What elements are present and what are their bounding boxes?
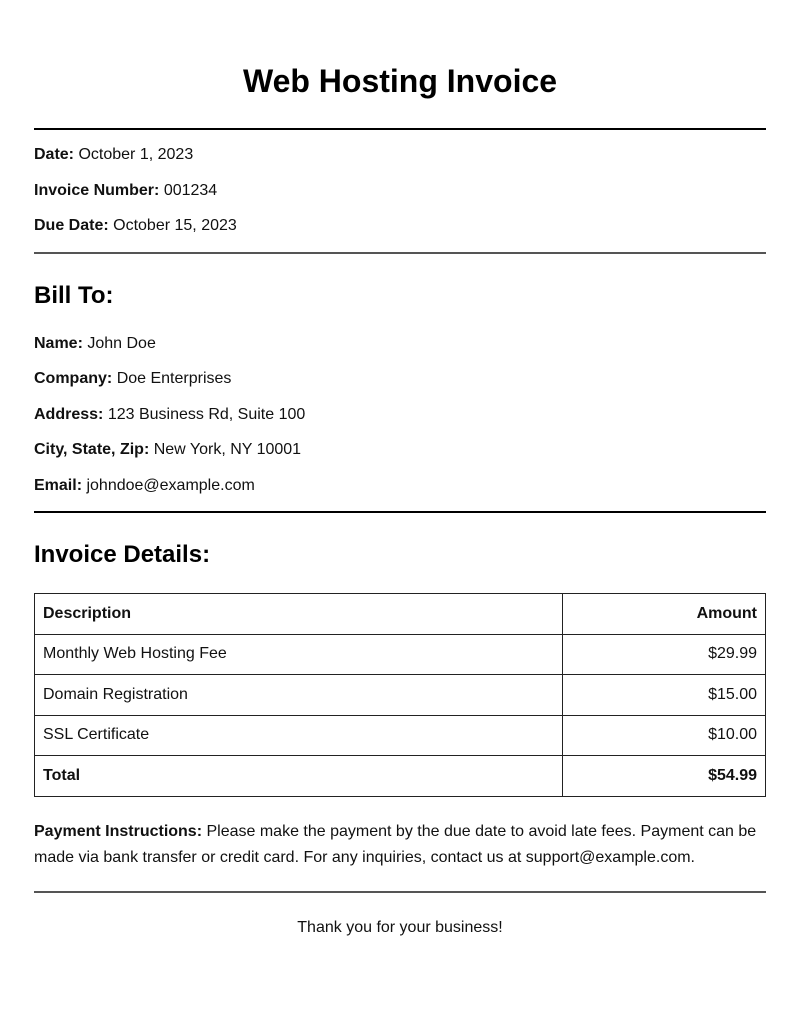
table-row (35, 715, 766, 756)
due-date-line (34, 216, 766, 236)
company-line (34, 369, 766, 389)
bill-to-section (34, 282, 766, 496)
row-amount: $15.00 (563, 675, 766, 716)
invoice-number-value: 001234 (163, 181, 218, 199)
email-label: Email: (34, 476, 83, 494)
divider-footer (34, 891, 766, 893)
address-line (34, 405, 766, 425)
city-line (34, 440, 766, 460)
name-line (34, 334, 766, 354)
total-value: $54.99 (563, 756, 766, 797)
bill-to-heading: Bill To: (34, 281, 114, 309)
invoice-page (34, 0, 766, 938)
date-label: Date: (34, 146, 75, 163)
city-value: New York, NY 10001 (153, 441, 302, 458)
company-value: Doe Enterprises (116, 370, 232, 387)
table-row (35, 675, 766, 716)
invoice-meta (34, 130, 766, 236)
name-value: John Doe (87, 334, 156, 352)
invoice-table (34, 593, 766, 797)
date-value: October 1, 2023 (78, 146, 194, 163)
row-description: Monthly Web Hosting Fee (35, 634, 563, 675)
table-header-row (35, 594, 766, 635)
row-amount: $10.00 (563, 715, 766, 756)
due-date-label: Due Date: (34, 217, 109, 234)
name-label: Name: (34, 334, 83, 352)
invoice-details-heading: Invoice Details: (34, 541, 211, 568)
date-line (34, 145, 766, 165)
company-label: Company: (34, 370, 113, 387)
payment-label: Payment Instructions: (34, 822, 203, 840)
payment-instructions (34, 819, 766, 871)
email-line (34, 476, 766, 496)
divider-meta (34, 252, 766, 254)
row-amount: $29.99 (563, 634, 766, 675)
invoice-title: Web Hosting Invoice (242, 63, 558, 99)
column-header-description: Description (35, 594, 563, 635)
email-value: johndoe@example.com (86, 476, 255, 494)
divider-billto (34, 511, 766, 513)
invoice-number-label: Invoice Number: (34, 181, 160, 199)
row-description: SSL Certificate (35, 715, 563, 756)
payment-text: Please make the payment by the due date to avoid late fees. Payment can be made via bank transfer or credit card. For any inquiries, contact us at support@example.com. (34, 822, 757, 866)
row-description: Domain Registration (35, 675, 563, 716)
city-label: City, State, Zip: (34, 441, 150, 458)
due-date-value: October 15, 2023 (113, 217, 237, 234)
address-label: Address: (34, 405, 104, 423)
invoice-details-section (34, 541, 766, 797)
table-row (35, 634, 766, 675)
total-label: Total (35, 756, 563, 797)
invoice-number-line (34, 181, 766, 201)
address-value: 123 Business Rd, Suite 100 (107, 405, 306, 423)
table-total-row (35, 756, 766, 797)
thank-you-note: Thank you for your business! (297, 918, 503, 936)
column-header-amount: Amount (563, 594, 766, 635)
